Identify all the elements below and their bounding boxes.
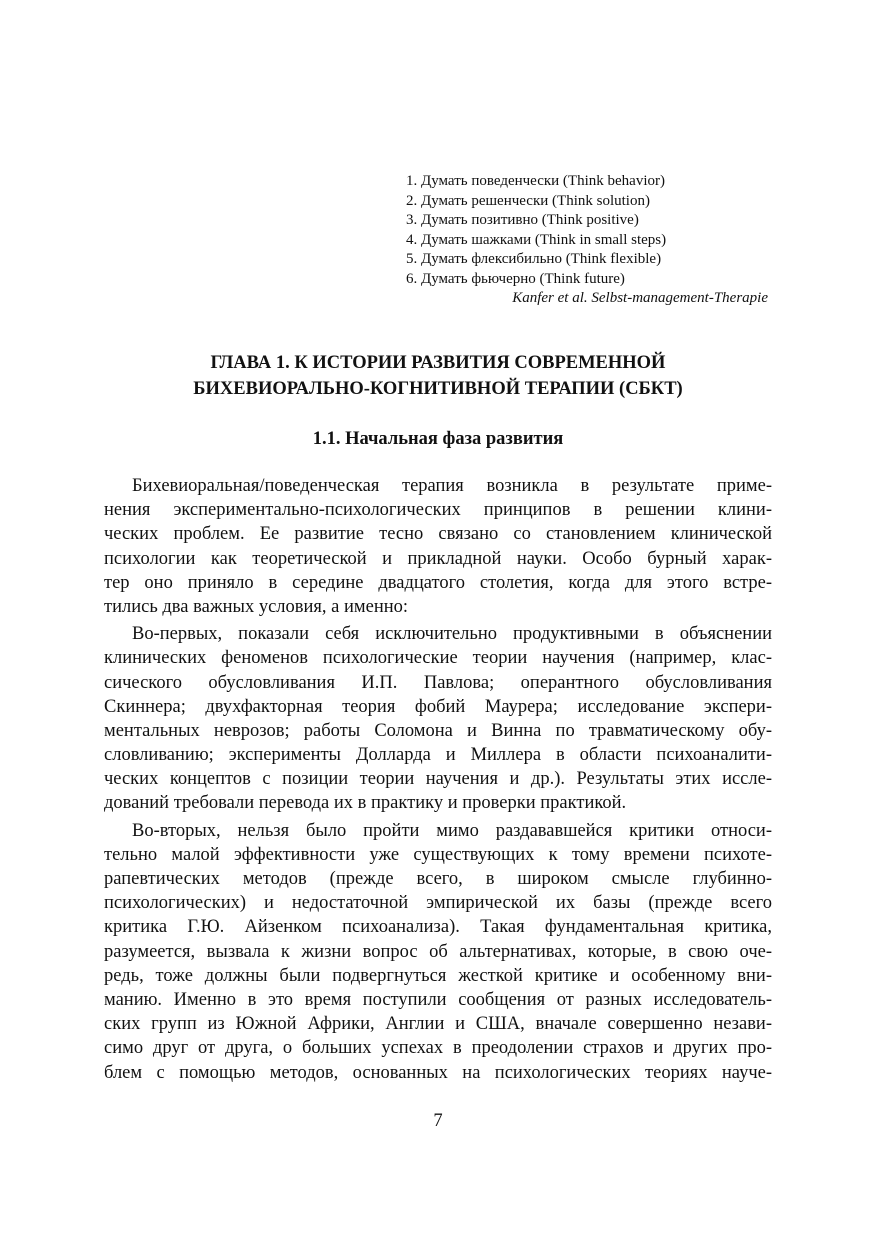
section-title: 1.1. Начальная фаза развития bbox=[312, 429, 564, 449]
epigraph-source: Kanfer et al. Selbst-management-Therapie bbox=[512, 290, 768, 306]
page-number: 7 bbox=[433, 1111, 443, 1131]
text-line: критика Г.Ю. Айзенком психоанализа). Такая фундаментальная критика, bbox=[104, 917, 772, 938]
epigraph-item: 6. Думать фьючерно (Think future) bbox=[406, 270, 625, 287]
text-line: симо друг от друга, о больших успехах в преодолении страхов и других про- bbox=[104, 1038, 772, 1059]
text-line: словливанию; эксперименты Долларда и Миллера в области психоаналити- bbox=[104, 745, 772, 766]
chapter-title bbox=[104, 350, 772, 402]
text-line: ских групп из Южной Африки, Англии и США, вначале совершенно незави- bbox=[104, 1014, 772, 1035]
text-line: Во-вторых, нельзя было пройти мимо раздававшейся критики относи- bbox=[132, 820, 772, 841]
text-line: психологии как теоретической и прикладной науки. Особо бурный харак- bbox=[104, 548, 772, 569]
text-line: ческих концептов с позиции теории научения и др.). Результаты этих иссле- bbox=[104, 769, 772, 790]
text-line: тельно малой эффективности уже существующих к тому времени психоте- bbox=[104, 844, 772, 865]
body-text bbox=[104, 474, 772, 1085]
text-line: ческих проблем. Ее развитие тесно связано со становлением клинической bbox=[104, 524, 772, 545]
text-line: сического обусловливания И.П. Павлова; оперантного обусловливания bbox=[104, 672, 772, 693]
text-line: рапевтических методов (прежде всего, в широком смысле глубинно- bbox=[104, 869, 772, 889]
epigraph-item: 1. Думать поведенчески (Think behavior) bbox=[406, 173, 665, 189]
chapter-title-line: ГЛАВА 1. К ИСТОРИИ РАЗВИТИЯ СОВРЕМЕННОЙ bbox=[210, 353, 666, 373]
text-line: Скиннера; двухфакторная теория фобий Маурера; исследование экспери- bbox=[104, 696, 772, 717]
text-line: клинических феноменов психологические теории научения (например, клас- bbox=[104, 648, 772, 669]
text-line: манию. Именно в это время поступили сообщения от разных исследователь- bbox=[104, 989, 772, 1010]
epigraph-item: 4. Думать шажками (Think in small steps) bbox=[406, 231, 667, 248]
text-line: Бихевиоральная/поведенческая терапия возникла в результате приме- bbox=[132, 476, 772, 496]
text-line: редь, тоже должны были подвергнуться жесткой критике и особенному вни- bbox=[104, 965, 772, 986]
text-line: нения экспериментально-психологических принципов в решении клини- bbox=[104, 500, 772, 521]
text-line: дований требовали перевода их в практику и проверки практикой. bbox=[104, 793, 627, 814]
text-line: разумеется, вызвала к жизни вопрос об альтернативах, которые, в свою оче- bbox=[104, 941, 772, 962]
text-line: ментальных неврозов; работы Соломона и Винна по травматическому обу- bbox=[104, 720, 772, 741]
text-line: тились два важных условия, а именно: bbox=[104, 596, 409, 617]
epigraph-item: 2. Думать решенчески (Think solution) bbox=[406, 192, 650, 209]
chapter-title-line: БИХЕВИОРАЛЬНО-КОГНИТИВНОЙ ТЕРАПИИ (СБКТ) bbox=[193, 379, 683, 399]
text-line: Во-первых, показали себя исключительно продуктивными в объяснении bbox=[132, 624, 772, 645]
text-line: психологических) и недостаточной эмпирической их базы (прежде всего bbox=[104, 893, 772, 914]
epigraph-item: 5. Думать флексибильно (Think flexible) bbox=[406, 251, 662, 267]
epigraph-item: 3. Думать позитивно (Think positive) bbox=[406, 212, 639, 228]
epigraph bbox=[406, 172, 786, 309]
text-line: тер оно приняло в середине двадцатого столетия, когда для этого встре- bbox=[104, 572, 772, 593]
text-line: блем с помощью методов, основанных на психологических теориях науче- bbox=[104, 1062, 772, 1083]
